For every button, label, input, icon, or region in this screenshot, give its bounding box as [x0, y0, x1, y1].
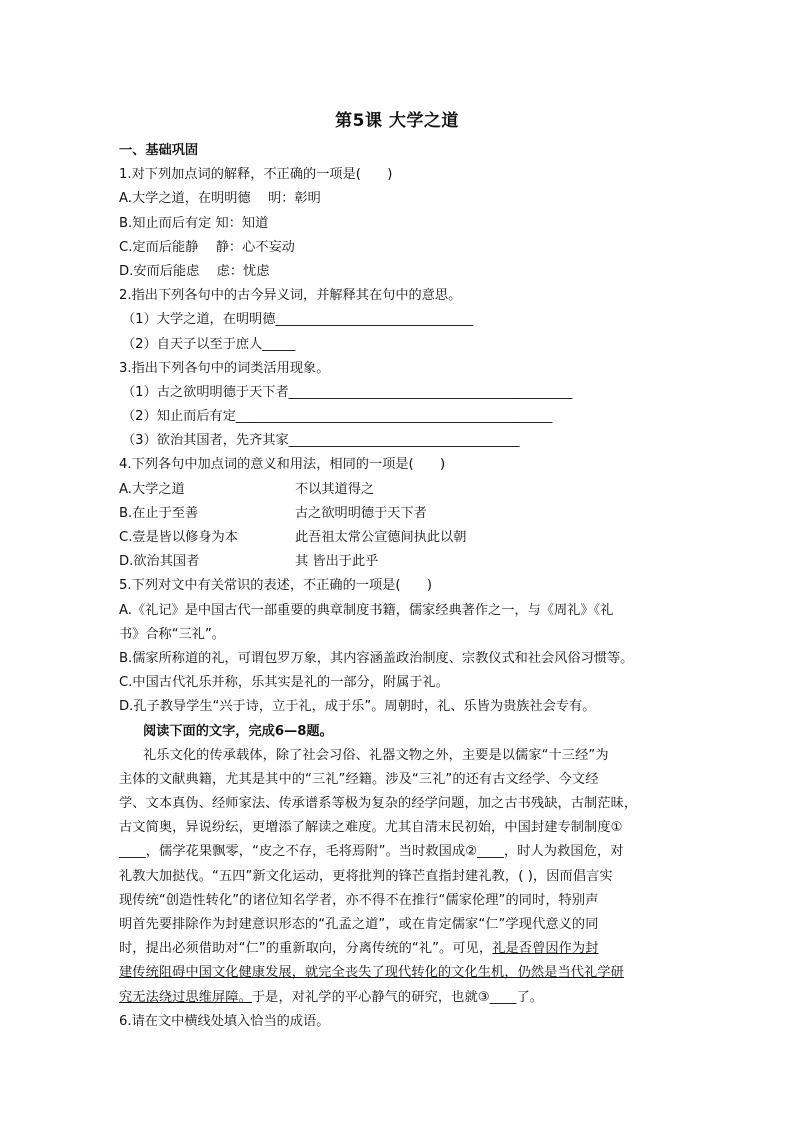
option-b: B.儒家所称道的礼，可谓包罗万象，其内容涵盖政治制度、宗教仪式和社会风俗习惯等。 — [119, 650, 634, 666]
option-right: 不以其道得之 — [295, 481, 375, 497]
question-stem: 2.指出下列各句中的古今异义词，并解释其在句中的意思。 — [119, 288, 462, 304]
passage-line: 明首先要排除作为封建意识形态的“孔孟之道”，或在肯定儒家“仁”学现代意义的同 — [119, 917, 599, 932]
underlined-sentence: 究无法绕过思维屏障。 — [119, 989, 252, 1005]
sub-item-3: （3）欲治其国者，先齐其家___________________________________ — [122, 433, 520, 449]
option-d — [119, 550, 679, 574]
option-right: 古之欲明明德于天下者 — [295, 505, 427, 521]
question-6: 6.请在文中横线处填入恰当的成语。 — [119, 1013, 330, 1029]
worksheet-body — [119, 139, 679, 1034]
option-right: 此吾祖太常公宣德间执此以朝 — [295, 530, 467, 545]
question-stem: 5.下列对文中有关常识的表述，不正确的一项是( ) — [119, 578, 432, 594]
reading-passage — [119, 744, 679, 1010]
option-left: C.壹是皆以修身为本 — [119, 530, 238, 545]
option-d: D.安而后能虑 虑：忧虑 — [119, 263, 270, 279]
option-b — [119, 502, 679, 526]
underlined-sentence: 建传统阻碍中国文化健康发展，就完全丧失了现代转化的文化生机，仍然是当代礼学研 — [119, 965, 624, 981]
passage-line: 学、文本真伪、经师家法、传承谱系等极为复杂的经学问题，加之古书残缺，古制茫昧， — [119, 796, 638, 812]
option-left: D.欲治其国者 — [119, 554, 200, 570]
option-a-line-1: A.《礼记》是中国古代一部重要的典章制度书籍，儒家经典著作之一，与《周礼》《礼 — [119, 602, 614, 618]
passage-line: 古文简奥，异说纷纭，更增添了解读之难度。尤其自清末民初始，中国封建专制制度① — [119, 820, 623, 836]
option-left: A.大学之道 — [119, 481, 185, 497]
passage-line — [119, 937, 679, 961]
option-c — [119, 526, 679, 550]
option-left: B.在止于至善 — [119, 505, 199, 521]
option-right: 其 皆出于此乎 — [295, 554, 379, 570]
option-c: C.中国古代礼乐并称，乐其实是礼的一部分，附属于礼。 — [119, 675, 449, 691]
page-title: 第5课 大学之道 — [335, 111, 459, 131]
question-stem: 1.对下列加点词的解释，不正确的一项是( ) — [119, 167, 393, 183]
passage-text: 时，提出必须借助对“仁”的重新取向，分离传统的“礼”。可见， — [119, 941, 493, 957]
question-stem: 3.指出下列各句中的词类活用现象。 — [119, 360, 330, 376]
passage-line: 主体的文献典籍，尤其是其中的“三礼”经籍。涉及“三礼”的还有古文经学、今文经 — [119, 771, 599, 787]
passage-text: 于是，对礼学的平心静气的研究，也就③____了。 — [251, 989, 544, 1005]
question-5 — [119, 574, 679, 719]
passage-line: ____，儒学花果飘零，“皮之不存，毛将焉附”。当时救国成②____，时人为救国危，对 — [119, 844, 624, 860]
passage-line: 礼乐文化的传承载体，除了社会习俗、礼器文物之外，主要是以儒家“十三经”为 — [143, 747, 609, 763]
sub-item-2: （2）知止而后有定________________________________________________ — [122, 409, 553, 425]
option-c: C.定而后能静 静：心不妄动 — [119, 239, 295, 255]
question-stem: 4.下列各句中加点词的意义和用法，相同的一项是( ) — [119, 457, 446, 473]
underlined-sentence: 礼是否曾因作为封 — [492, 941, 599, 957]
passage-line — [119, 961, 679, 985]
option-a-line-2: 书》合称“三礼”。 — [119, 626, 225, 642]
question-2 — [119, 284, 679, 357]
question-4 — [119, 453, 679, 574]
passage-line: 礼教大加挞伐。“五四”新文化运动，更将批判的锋芒直指封建礼教，( )，因而倡言实 — [119, 868, 613, 884]
passage-line — [119, 986, 679, 1010]
sub-item-1: （1）大学之道，在明明德______________________________ — [122, 312, 474, 328]
passage-line: 现传统“创造性转化”的诸位知名学者，亦不得不在推行“儒家伦理”的同时，特别声 — [119, 892, 599, 908]
question-1 — [119, 163, 679, 284]
option-d: D.孔子教导学生“兴于诗，立于礼，成于乐”。周朝时，礼、乐皆为贵族社会专有。 — [119, 699, 596, 715]
option-b: B.知止而后有定 知：知道 — [119, 215, 269, 231]
section-heading: 一、基础巩固 — [119, 143, 199, 158]
reading-heading: 阅读下面的文字，完成6—8题。 — [143, 723, 333, 739]
option-a — [119, 478, 679, 502]
sub-item-2: （2）自天子以至于庶人_____ — [122, 336, 296, 352]
question-3 — [119, 357, 679, 454]
sub-item-1: （1）古之欲明明德于天下者___________________________________________ — [122, 384, 573, 400]
option-a: A.大学之道，在明明德 明：彰明 — [119, 191, 321, 207]
